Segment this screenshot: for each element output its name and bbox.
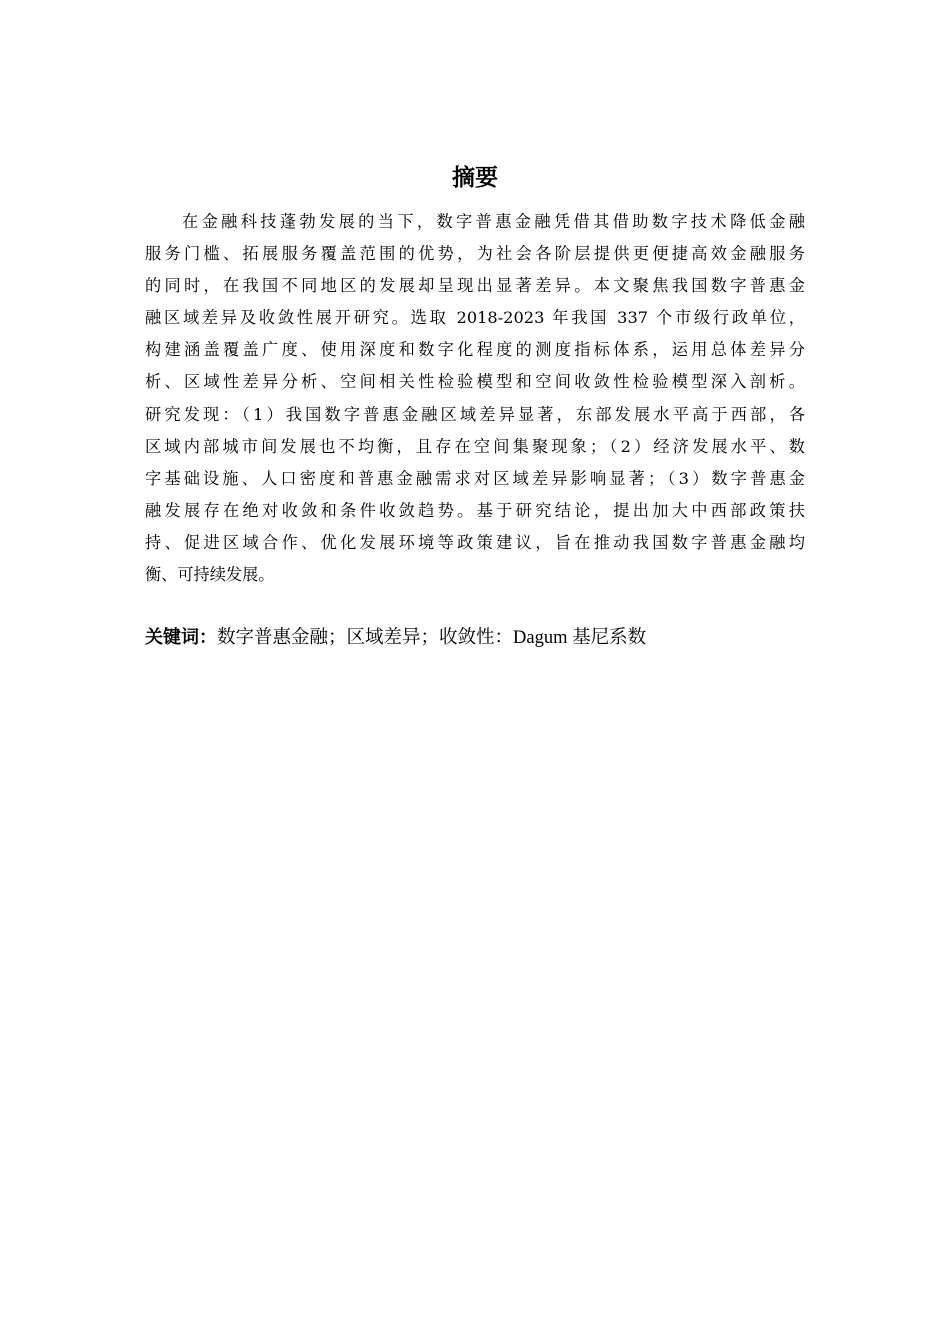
abstract-line: 在金融科技蓬勃发展的当下，数字普惠金融凭借其借助数字技术降低金融 <box>182 212 805 231</box>
abstract-line: 字基础设施、人口密度和普惠金融需求对区域差异影响显著；（3）数字普惠金 <box>145 468 805 488</box>
abstract-line: 融发展存在绝对收敛和条件收敛趋势。基于研究结论，提出加大中西部政策扶 <box>145 500 805 520</box>
abstract-line: 持、促进区域合作、优化发展环境等政策建议，旨在推动我国数字普惠金融均 <box>145 532 805 552</box>
abstract-line: 析、区域性差异分析、空间相关性检验模型和空间收敛性检验模型深入剖析。 <box>145 372 805 392</box>
abstract-line: 服务门槛、拓展服务覆盖范围的优势，为社会各阶层提供更便捷高效金融服务 <box>145 244 805 264</box>
keywords-label: 关键词： <box>145 627 217 648</box>
abstract-line: 区域内部城市间发展也不均衡，且存在空间集聚现象；（2）经济发展水平、数 <box>145 436 805 456</box>
abstract-body <box>145 206 805 591</box>
abstract-line: 衡、可持续发展。 <box>145 565 275 585</box>
keywords-paragraph <box>145 621 805 655</box>
abstract-line: 研究发现：（1）我国数字普惠金融区域差异显著，东部发展水平高于西部，各 <box>145 404 805 424</box>
abstract-title: 摘要 <box>452 165 498 191</box>
abstract-line: 构建涵盖覆盖广度、使用深度和数字化程度的测度指标体系，运用总体差异分 <box>145 340 805 360</box>
abstract-line: 融区域差异及收敛性展开研究。选取 2018-2023 年我国 337 个市级行政单位， <box>145 308 805 328</box>
keywords-text: 数字普惠金融；区域差异；收敛性：Dagum 基尼系数 <box>217 628 647 648</box>
abstract-line: 的同时，在我国不同地区的发展却呈现出显著差异。本文聚焦我国数字普惠金 <box>145 276 805 296</box>
